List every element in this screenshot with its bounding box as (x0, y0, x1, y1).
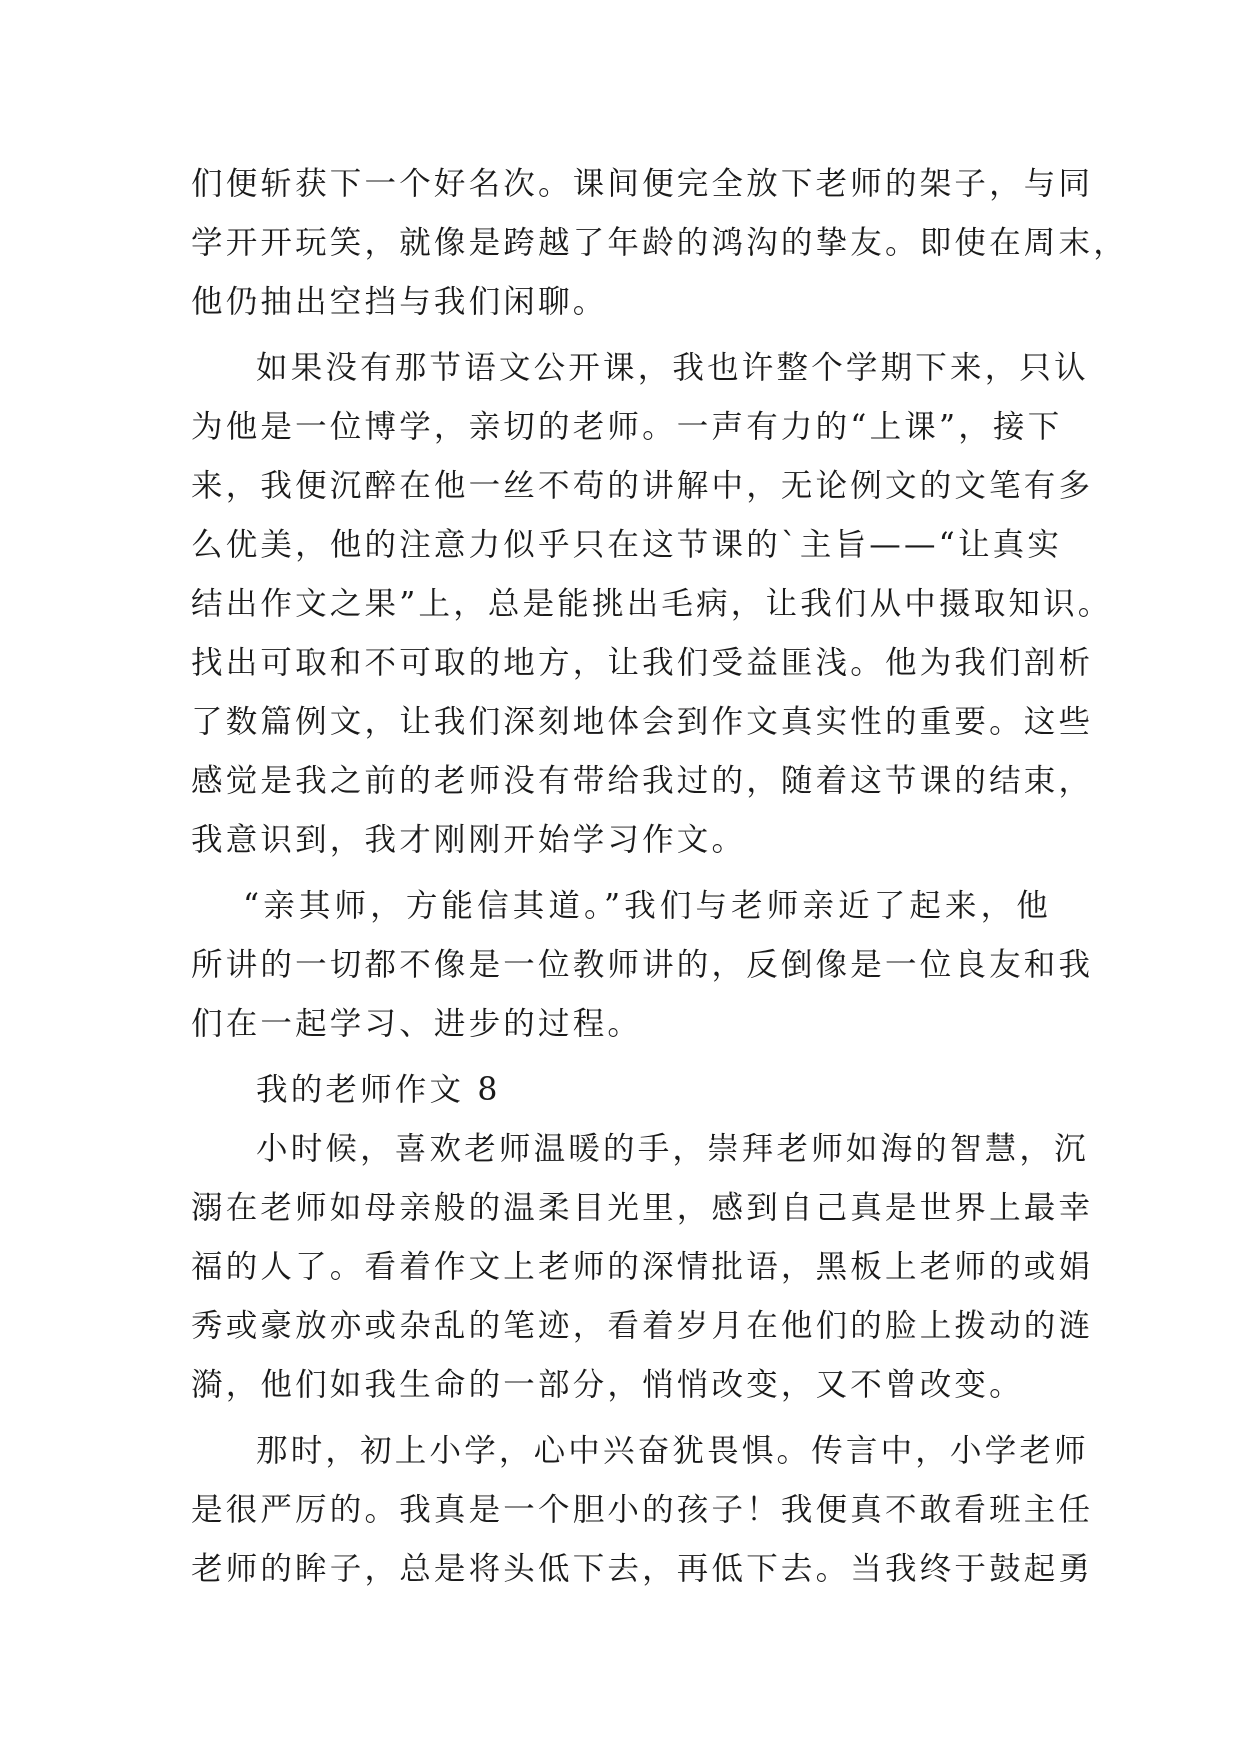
text-line: 如果没有那节语文公开课，我也许整个学期下来，只认 (256, 350, 1089, 386)
text-line: “亲其师，方能信其道。”我们与老师亲近了起来，他 (243, 888, 1051, 924)
text-line: 福的人了。看着作文上老师的深情批语，黑板上老师的或娟 (191, 1249, 1094, 1285)
text-line: 了数篇例文，让我们深刻地体会到作文真实性的重要。这些 (191, 704, 1094, 740)
text-line: 小时候，喜欢老师温暖的手，崇拜老师如海的智慧，沉 (256, 1131, 1089, 1167)
text-line: 来，我便沉醉在他一丝不苟的讲解中，无论例文的文笔有多 (191, 468, 1094, 504)
text-line: 感觉是我之前的老师没有带给我过的，随着这节课的结束， (191, 763, 1094, 799)
text-line: 秀或豪放亦或杂乱的笔迹，看着岁月在他们的脸上拨动的涟 (191, 1308, 1094, 1344)
text-line: 们在一起学习、进步的过程。 (191, 1006, 643, 1042)
section-heading (191, 1061, 1051, 1120)
text-line: 是很严厉的。我真是一个胆小的孩子！我便真不敢看班主任 (191, 1492, 1094, 1528)
text-line: 所讲的一切都不像是一位教师讲的，反倒像是一位良友和我 (191, 947, 1094, 983)
paragraph-childhood (191, 1120, 1094, 1415)
paragraph-primary-school (191, 1422, 1094, 1599)
text-line: 溺在老师如母亲般的温柔目光里，感到自己真是世界上最幸 (191, 1190, 1094, 1226)
text-line: 么优美，他的注意力似乎只在这节课的`主旨——“让真实 (191, 527, 1063, 563)
paragraph-open-class (191, 339, 1113, 870)
text-line: 他仍抽出空挡与我们闲聊。 (191, 284, 608, 320)
text-line: 为他是一位博学，亲切的老师。一声有力的“上课”，接下 (191, 409, 1063, 445)
paragraph-quote (191, 877, 1094, 1054)
essay-text (191, 155, 1128, 1599)
paragraph-continued (191, 155, 1128, 332)
text-line: 找出可取和不可取的地方，让我们受益匪浅。他为我们剖析 (191, 645, 1094, 681)
text-line: 那时，初上小学，心中兴奋犹畏惧。传言中，小学老师 (256, 1433, 1089, 1469)
heading-text: 我的老师作文 8 (256, 1072, 501, 1108)
text-line: 我意识到，我才刚刚开始学习作文。 (191, 822, 747, 858)
text-line: 老师的眸子，总是将头低下去，再低下去。当我终于鼓起勇 (191, 1551, 1094, 1587)
text-line: 结出作文之果”上，总是能挑出毛病，让我们从中摄取知识。 (191, 586, 1113, 622)
text-line: 学开开玩笑，就像是跨越了年龄的鸿沟的挚友。即使在周末， (191, 225, 1128, 261)
text-line: 们便斩获下一个好名次。课间便完全放下老师的架子，与同 (191, 166, 1094, 202)
text-line: 漪，他们如我生命的一部分，悄悄改变，又不曾改变。 (191, 1367, 1024, 1403)
